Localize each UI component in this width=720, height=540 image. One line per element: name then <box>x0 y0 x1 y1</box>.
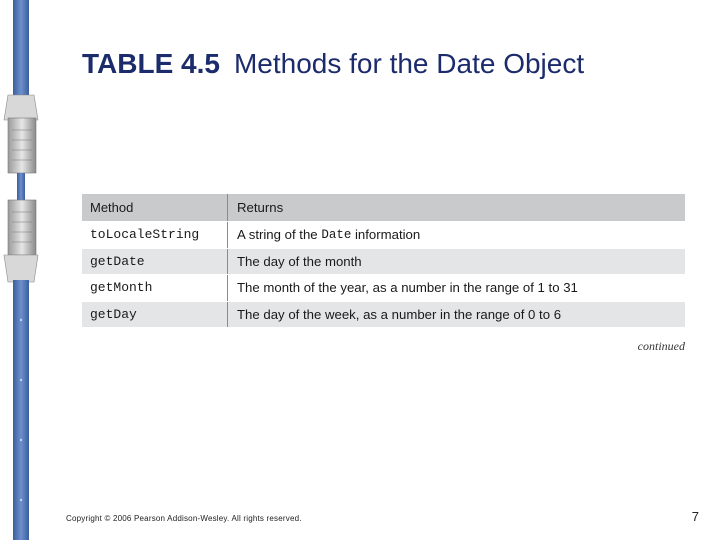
method-cell: getDate <box>82 249 228 275</box>
table-row <box>82 221 685 248</box>
copyright-footer: Copyright © 2006 Pearson Addison-Wesley. All rights reserved. <box>66 514 302 523</box>
title-text: Methods for the Date Object <box>233 48 585 79</box>
network-cable-decoration <box>0 0 52 540</box>
returns-text-after: information <box>351 227 421 243</box>
method-cell: getDay <box>82 302 228 328</box>
method-cell: toLocaleString <box>82 222 228 248</box>
table-header-row <box>82 194 685 221</box>
returns-text-before: A string of the <box>237 227 322 243</box>
table-row <box>82 301 685 328</box>
date-methods-table <box>82 194 685 327</box>
returns-cell: The day of the week, as a number in the range of 0 to 6 <box>237 306 562 322</box>
method-cell: getMonth <box>82 275 228 301</box>
returns-cell: The month of the year, as a number in the range of 1 to 31 <box>237 280 578 296</box>
table-row <box>82 248 685 275</box>
page-number: 7 <box>691 509 699 524</box>
table-number: TABLE 4.5 <box>82 48 220 79</box>
returns-cell <box>228 222 685 248</box>
continued-note: continued <box>637 339 685 353</box>
column-header-returns: Returns <box>237 200 284 215</box>
table-row <box>82 274 685 301</box>
slide-title <box>82 48 584 80</box>
returns-cell: The day of the month <box>237 253 362 269</box>
returns-code: Date <box>321 227 352 242</box>
column-header-method: Method <box>82 194 228 221</box>
